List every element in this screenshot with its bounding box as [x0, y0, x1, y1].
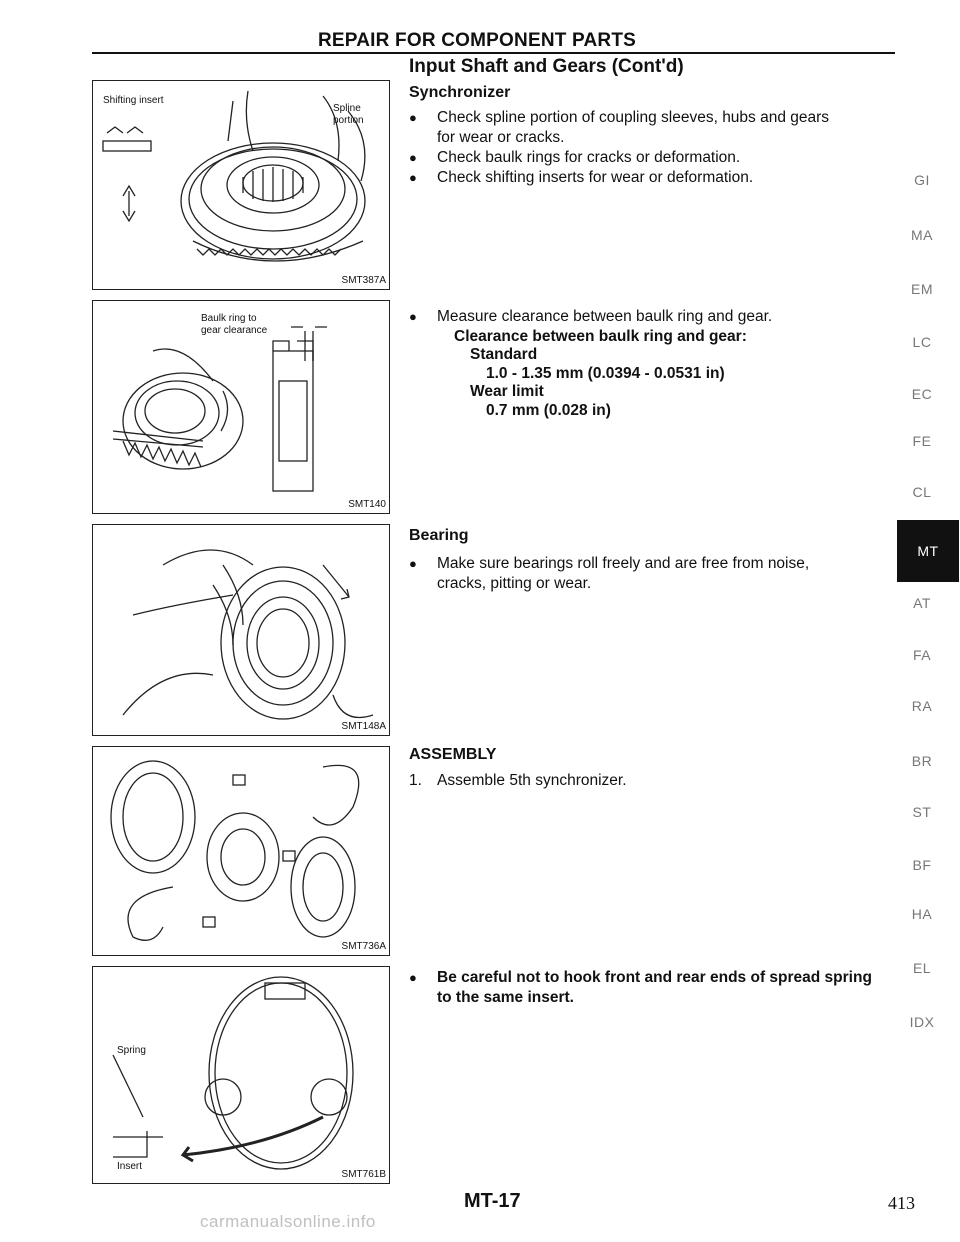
- figure-smt387a: [92, 80, 390, 290]
- spread-spring-insert-illustration: [93, 967, 389, 1183]
- tab-fe[interactable]: FE: [912, 433, 932, 449]
- standard-label: Standard: [470, 346, 538, 363]
- tab-gi[interactable]: GI: [914, 172, 930, 188]
- bullet-icon: ●: [409, 556, 417, 571]
- tab-br[interactable]: BR: [911, 753, 933, 769]
- label-baulk-ring-to: Baulk ring to: [201, 313, 257, 324]
- bullet-icon: ●: [409, 309, 417, 324]
- clearance-spec-title: Clearance between baulk ring and gear:: [454, 328, 747, 345]
- page-number: 413: [888, 1193, 915, 1213]
- label-shifting-insert: Shifting insert: [103, 95, 164, 106]
- tab-el[interactable]: EL: [912, 960, 932, 976]
- sync-bullet-1-cont: for wear or cracks.: [437, 129, 565, 146]
- bearing-line-1: Make sure bearings roll freely and are free from noise,: [437, 555, 810, 572]
- bullet-icon: ●: [409, 150, 417, 165]
- label-portion: portion: [333, 115, 364, 126]
- sync-bullet-2: Check baulk rings for cracks or deformation.: [437, 149, 741, 166]
- clearance-bullet: Measure clearance between baulk ring and gear.: [437, 308, 773, 325]
- figure-smt736a: [92, 746, 390, 956]
- standard-value: 1.0 - 1.35 mm (0.0394 - 0.0531 in): [486, 365, 725, 382]
- figure-code: SMT761B: [341, 1169, 386, 1180]
- bullet-icon: ●: [409, 970, 417, 985]
- header-rule: [92, 52, 895, 54]
- bullet-icon: ●: [409, 170, 417, 185]
- figure-code: SMT736A: [341, 941, 386, 952]
- assembly-step-number: 1.: [409, 772, 422, 789]
- page-code: MT-17: [464, 1190, 521, 1212]
- bearing-heading: Bearing: [409, 527, 469, 544]
- tab-lc[interactable]: LC: [912, 334, 932, 350]
- caution-line-1: Be careful not to hook front and rear ends of spread spring: [437, 969, 872, 986]
- tab-fa[interactable]: FA: [912, 647, 932, 663]
- bearing-check-illustration: [93, 525, 389, 735]
- label-gear-clearance: gear clearance: [201, 325, 268, 336]
- tab-st[interactable]: ST: [912, 804, 932, 820]
- tab-mt[interactable]: MT: [897, 520, 959, 582]
- caution-line-2: to the same insert.: [437, 989, 574, 1006]
- tab-em[interactable]: EM: [911, 281, 933, 297]
- figure-code: SMT148A: [341, 721, 386, 732]
- bullet-icon: ●: [409, 110, 417, 125]
- wear-limit-value: 0.7 mm (0.028 in): [486, 402, 611, 419]
- tab-ra[interactable]: RA: [911, 698, 933, 714]
- tab-ec[interactable]: EC: [911, 386, 933, 402]
- bearing-line-2: cracks, pitting or wear.: [437, 575, 592, 592]
- figure-smt140: [92, 300, 390, 514]
- sync-bullet-3: Check shifting inserts for wear or deformation.: [437, 169, 754, 186]
- tab-idx[interactable]: IDX: [909, 1014, 935, 1030]
- figure-code: SMT140: [348, 499, 386, 510]
- tab-bf[interactable]: BF: [912, 857, 932, 873]
- fifth-synchronizer-parts-illustration: [93, 747, 389, 955]
- tab-ha[interactable]: HA: [911, 906, 933, 922]
- sync-bullet-1: Check spline portion of coupling sleeves, hubs and gears: [437, 109, 830, 126]
- section-title: Input Shaft and Gears (Cont'd): [409, 56, 684, 77]
- synchronizer-heading: Synchronizer: [409, 84, 511, 101]
- label-spring: Spring: [117, 1045, 146, 1056]
- watermark: carmanualsonline.info: [200, 1212, 376, 1231]
- figure-smt761b: [92, 966, 390, 1184]
- tab-at[interactable]: AT: [913, 595, 931, 611]
- label-insert: Insert: [117, 1161, 143, 1172]
- label-spline: Spline: [333, 103, 361, 114]
- tab-cl[interactable]: CL: [912, 484, 932, 500]
- assembly-step-1: Assemble 5th synchronizer.: [437, 772, 627, 789]
- page-header: REPAIR FOR COMPONENT PARTS: [318, 30, 637, 51]
- tab-ma[interactable]: MA: [911, 227, 933, 243]
- assembly-heading: ASSEMBLY: [409, 746, 497, 763]
- figure-code: SMT387A: [341, 275, 386, 286]
- wear-limit-label: Wear limit: [470, 383, 544, 400]
- figure-smt148a: [92, 524, 390, 736]
